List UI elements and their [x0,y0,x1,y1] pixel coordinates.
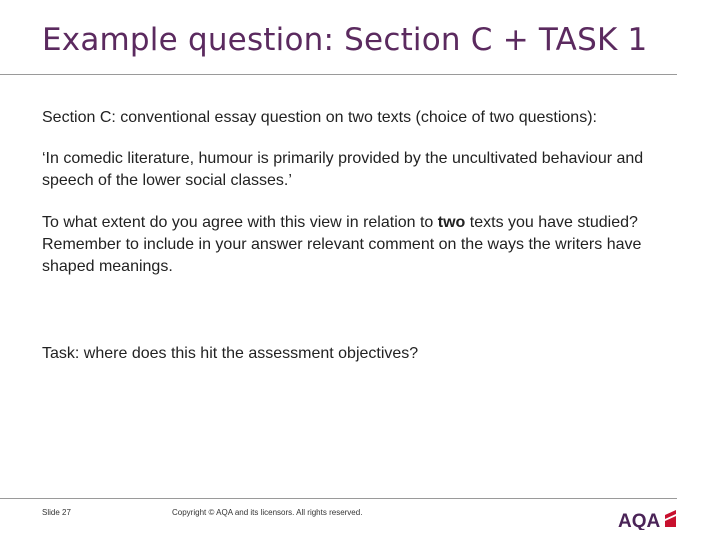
aqa-logo-text: AQA [618,511,661,530]
footer-divider [0,498,677,499]
aqa-logo [618,508,680,530]
copyright-notice: Copyright © AQA and its licensors. All rights reserved. [172,508,363,517]
question-text-start: To what extent do you agree with this view in relation to [42,214,438,231]
essay-question [42,212,672,278]
task-prompt: Task: where does this hit the assessment objectives? [42,345,419,362]
slide-title: Example question: Section C + TASK 1 [42,22,648,58]
section-description: Section C: conventional essay question on two texts (choice of two questions): [42,109,597,126]
title-divider [0,74,677,75]
slide-number: Slide 27 [42,508,71,517]
essay-quote: ‘In comedic literature, humour is primarily provided by the uncultivated behaviour and speech of the lower social classes.’ [42,150,644,189]
question-text-end: texts you have studied? Remember to include in your answer relevant comment on the ways the writers have shaped meanings. [42,214,642,275]
aqa-logo-mark [665,510,676,527]
question-emphasis: two [437,214,466,231]
